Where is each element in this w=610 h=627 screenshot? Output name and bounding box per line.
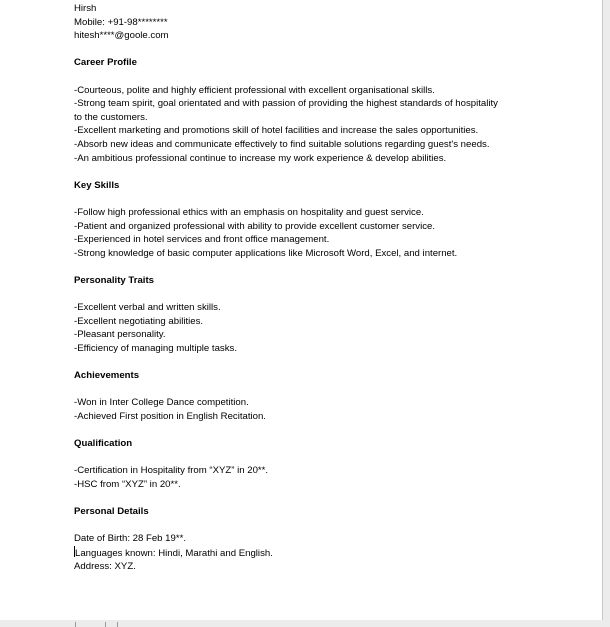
resume-body[interactable] [74, 2, 554, 574]
career-profile-item: to the customers. [74, 111, 148, 123]
page-edge-shadow [603, 0, 610, 627]
career-profile-item: -Absorb new ideas and communicate effectively to find suitable solutions regarding guest's needs. [74, 138, 490, 150]
career-profile-item: -An ambitious professional continue to increase my work experience & develop abilities. [74, 152, 447, 164]
career-profile-item: -Strong team spirit, goal orientated and with passion of providing the highest standards of hospitality [74, 98, 498, 110]
ruler-marks [75, 622, 135, 627]
contact-name: Hirsh [74, 3, 97, 14]
key-skills-item: -Experienced in hotel services and front office management. [74, 234, 330, 246]
key-skills-heading: Key Skills [74, 179, 120, 191]
personality-traits-item: -Excellent verbal and written skills. [74, 302, 221, 314]
career-profile-item: -Excellent marketing and promotions skill of hotel facilities and increase the sales opportunities. [74, 125, 479, 137]
achievements-item: -Won in Inter College Dance competition. [74, 397, 249, 409]
qualification-item: -Certification in Hospitality from “XYZ” in 20**. [74, 465, 269, 477]
contact-mobile: Mobile: +91-98******** [74, 16, 168, 28]
personal-details-languages-text: Languages known: Hindi, Marathi and English. [75, 547, 273, 559]
key-skills-item: -Follow high professional ethics with an emphasis on hospitality and guest service. [74, 206, 424, 218]
achievements-heading: Achievements [74, 370, 140, 382]
personality-traits-item: -Efficiency of managing multiple tasks. [74, 342, 237, 354]
career-profile-item: -Courteous, polite and highly efficient professional with excellent organisational skills. [74, 84, 435, 96]
personality-traits-item: -Excellent negotiating abilities. [74, 315, 204, 327]
career-profile-heading: Career Profile [74, 57, 137, 69]
personal-details-dob: Date of Birth: 28 Feb 19**. [74, 533, 186, 545]
personality-traits-item: -Pleasant personality. [74, 329, 166, 341]
qualification-heading: Qualification [74, 438, 133, 449]
personality-traits-heading: Personality Traits [74, 274, 154, 286]
personal-details-languages [74, 546, 554, 561]
key-skills-item: -Strong knowledge of basic computer applications like Microsoft Word, Excel, and internet. [74, 247, 458, 259]
contact-email: hitesh****@goole.com [74, 30, 169, 42]
achievements-item: -Achieved First position in English Recitation. [74, 410, 266, 422]
personal-details-heading: Personal Details [74, 505, 149, 517]
key-skills-item: -Patient and organized professional with ability to provide excellent customer service. [74, 220, 436, 232]
qualification-item: -HSC from “XYZ” in 20**. [74, 478, 181, 490]
personal-details-address: Address: XYZ. [74, 561, 136, 573]
